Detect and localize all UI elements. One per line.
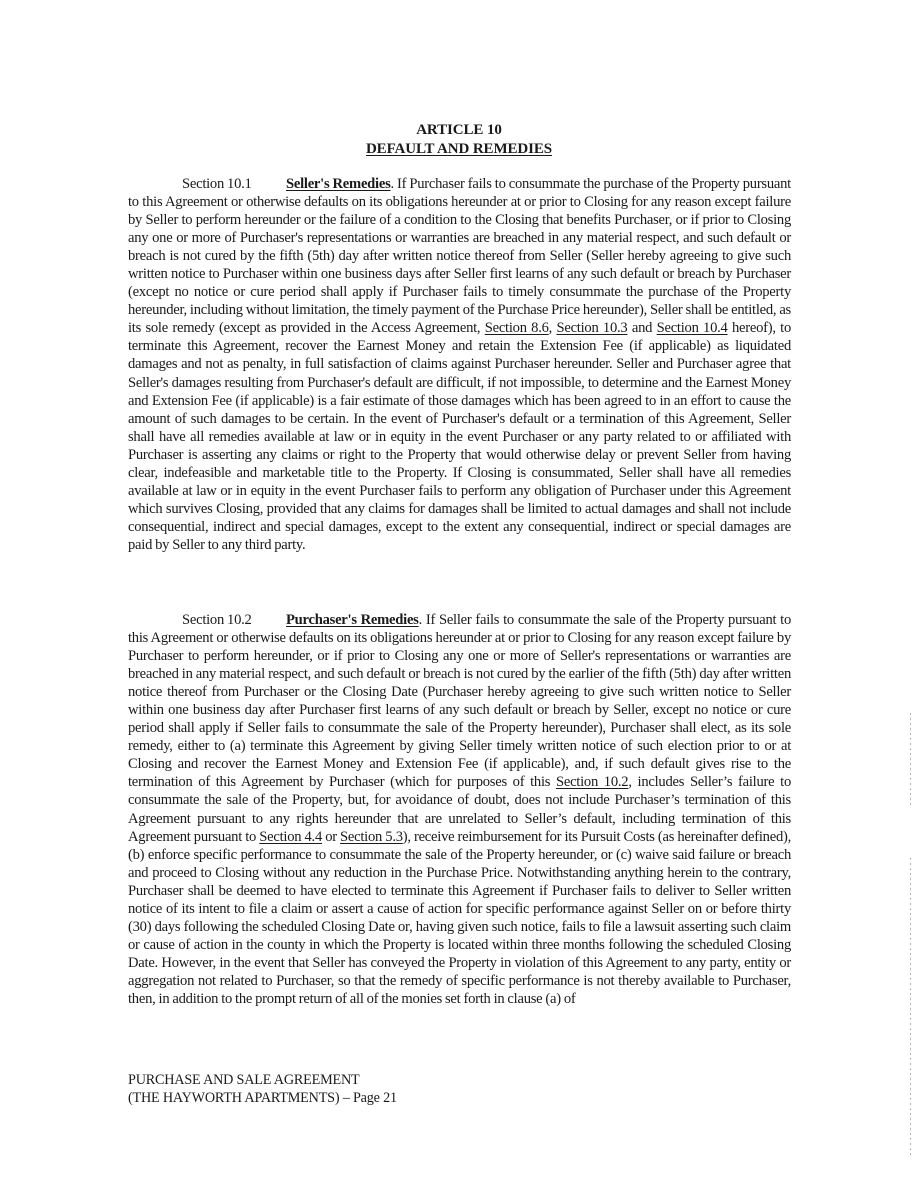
section-10-1-text-a: . If Purchaser fails to consummate the purchase of the Property pursuant to this Agreement or otherwise defaults on its obligations hereunder at or prior to Closing for any reason except failure by Seller to perform hereunder or the failure of a condition to the Closing that benefits Purchaser, or if prior to Closing any one or more of Purchaser's representations or warranties are breached in any material respect, and such default or breach is not cured by the fifth (5th) day after written notice thereof from Seller (Seller hereby agreeing to give such written notice to Purchaser within one business days after Seller first learns of any such default or breach by Purchaser (except no notice or cure period shall apply if Purchaser fails to timely consummate the purchase of the Property hereunder, including without limitation, the timely payment of the Purchase Price hereunder), Seller shall be entitled, as its sole remedy (except as provided in the Access Agreement, (128, 176, 791, 337)
section-10-2-ref-4-4: Section 4.4 (259, 828, 322, 845)
section-10-1-number: Section 10.1 (182, 176, 252, 192)
section-10-1-ref-10-4: Section 10.4 (656, 320, 728, 337)
section-10-1-text-b: hereof), to terminate this Agreement, recover the Earnest Money and retain the Extension Fee (if applicable) as liquidated damages and not as penalty, in full satisfaction of claims against Purchaser hereunder. Seller and Purchaser agree that Seller's damages resulting from Purchaser's default are difficult, if not impossible, to determine and the Earnest Money and Extension Fee (if applicable) is a fair estimate of those damages which has been agreed to in an effort to cause the amount of such damages to be certain. In the event of Purchaser's default or a termination of this Agreement, Seller shall have all remedies available at law or in equity in the event Purchaser or any party related to or affiliated with Purchaser is asserting any claims or right to the Property that would otherwise delay or prevent Seller from having clear, indefeasible and marketable title to the Property. If Closing is consummated, Seller shall have all remedies available at law or in equity in the event Purchaser fails to perform any obligation of Purchaser under this Agreement which survives Closing, provided that any claims for damages shall be limited to actual damages and shall not include consequential, indirect and special damages, except to the extent any consequential, indirect or special damages are paid by Seller to any third party. (128, 320, 792, 553)
section-10-1-ref-8-6: Section 8.6 (484, 320, 549, 337)
scan-edge-mark (910, 713, 911, 808)
section-10-2-text-a: . If Seller fails to consummate the sale of the Property pursuant to this Agreement or otherwise defaults on its obligations hereunder at or prior to Closing for any reason except failure by Purchaser to perform hereunder, or if prior to Closing any one or more of Seller's representations or warranties are breached in any material respect, and such default or breach is not cured by the earlier of the fifth (5th) day after written notice thereof from Purchaser or the Closing Date (Purchaser hereby agreeing to give such written notice to Seller within one business day after Purchaser first learns of any such default or breach by Seller, except no notice or cure period shall apply if Seller fails to consummate the sale of the Property hereunder), Purchaser shall elect, as its sole remedy, either to (a) terminate this Agreement by giving Seller timely written notice of such election prior to or at Closing and recover the Earnest Money and Extension Fee (if applicable), and, if such default gives rise to the termination of this Agreement by Purchaser (which for purposes of this (128, 612, 792, 791)
section-10-2-ref-10-2: Section 10.2 (555, 774, 629, 791)
article-heading (0, 121, 918, 159)
footer-page-label: (THE HAYWORTH APARTMENTS) – Page 21 (128, 1089, 397, 1106)
section-10-1-paragraph (128, 175, 791, 554)
footer-agreement-title: PURCHASE AND SALE AGREEMENT (128, 1072, 360, 1088)
section-10-2-text-b: , includes Seller’s failure to consummate the sale of the Property, but, for avoidance of doubt, does not include Purchaser’s termination of this Agreement pursuant to any rights hereunder that are unrelated to Seller’s default, including termination of this Agreement pursuant to (128, 774, 792, 845)
section-10-1-ref-10-3: Section 10.3 (556, 320, 628, 337)
article-number: ARTICLE 10 (416, 122, 502, 138)
section-10-1-title: Seller's Remedies (286, 176, 391, 192)
section-10-2-paragraph (128, 611, 791, 1008)
page-footer (128, 1072, 397, 1107)
section-10-2-title: Purchaser's Remedies (286, 612, 419, 628)
section-10-2-sep-1: or (322, 828, 341, 845)
scan-edge-mark (910, 858, 911, 1158)
article-title: DEFAULT AND REMEDIES (365, 141, 553, 157)
section-10-1-sep-2: and (627, 320, 657, 337)
section-10-2-ref-5-3: Section 5.3 (340, 828, 403, 845)
section-10-2-text-c: ), receive reimbursement for its Pursuit Costs (as hereinafter defined), (b) enforce specific performance to consummate the sale of the Property hereunder, or (c) waive said failure or breach and proceed to Closing without any reduction in the Purchase Price. Notwithstanding anything herein to the contrary, Purchaser shall be deemed to have elected to terminate this Agreement if Purchaser fails to deliver to Seller written notice of its intent to file a claim or assert a cause of action for specific performance against Seller on or before thirty (30) days following the scheduled Closing Date or, having given such notice, fails to file a lawsuit asserting such claim or cause of action in the county in which the Property is located within three months following the scheduled Closing Date. However, in the event that Seller has conveyed the Property in violation of this Agreement to any party, entity or aggregation not related to Purchaser, so that the remedy of specific performance is not thereby available to Purchaser, then, in addition to the prompt return of all of the monies set forth in clause (a) of (128, 828, 792, 1007)
section-10-1-sep-1: , (548, 320, 557, 337)
section-10-2-number: Section 10.2 (182, 612, 252, 628)
